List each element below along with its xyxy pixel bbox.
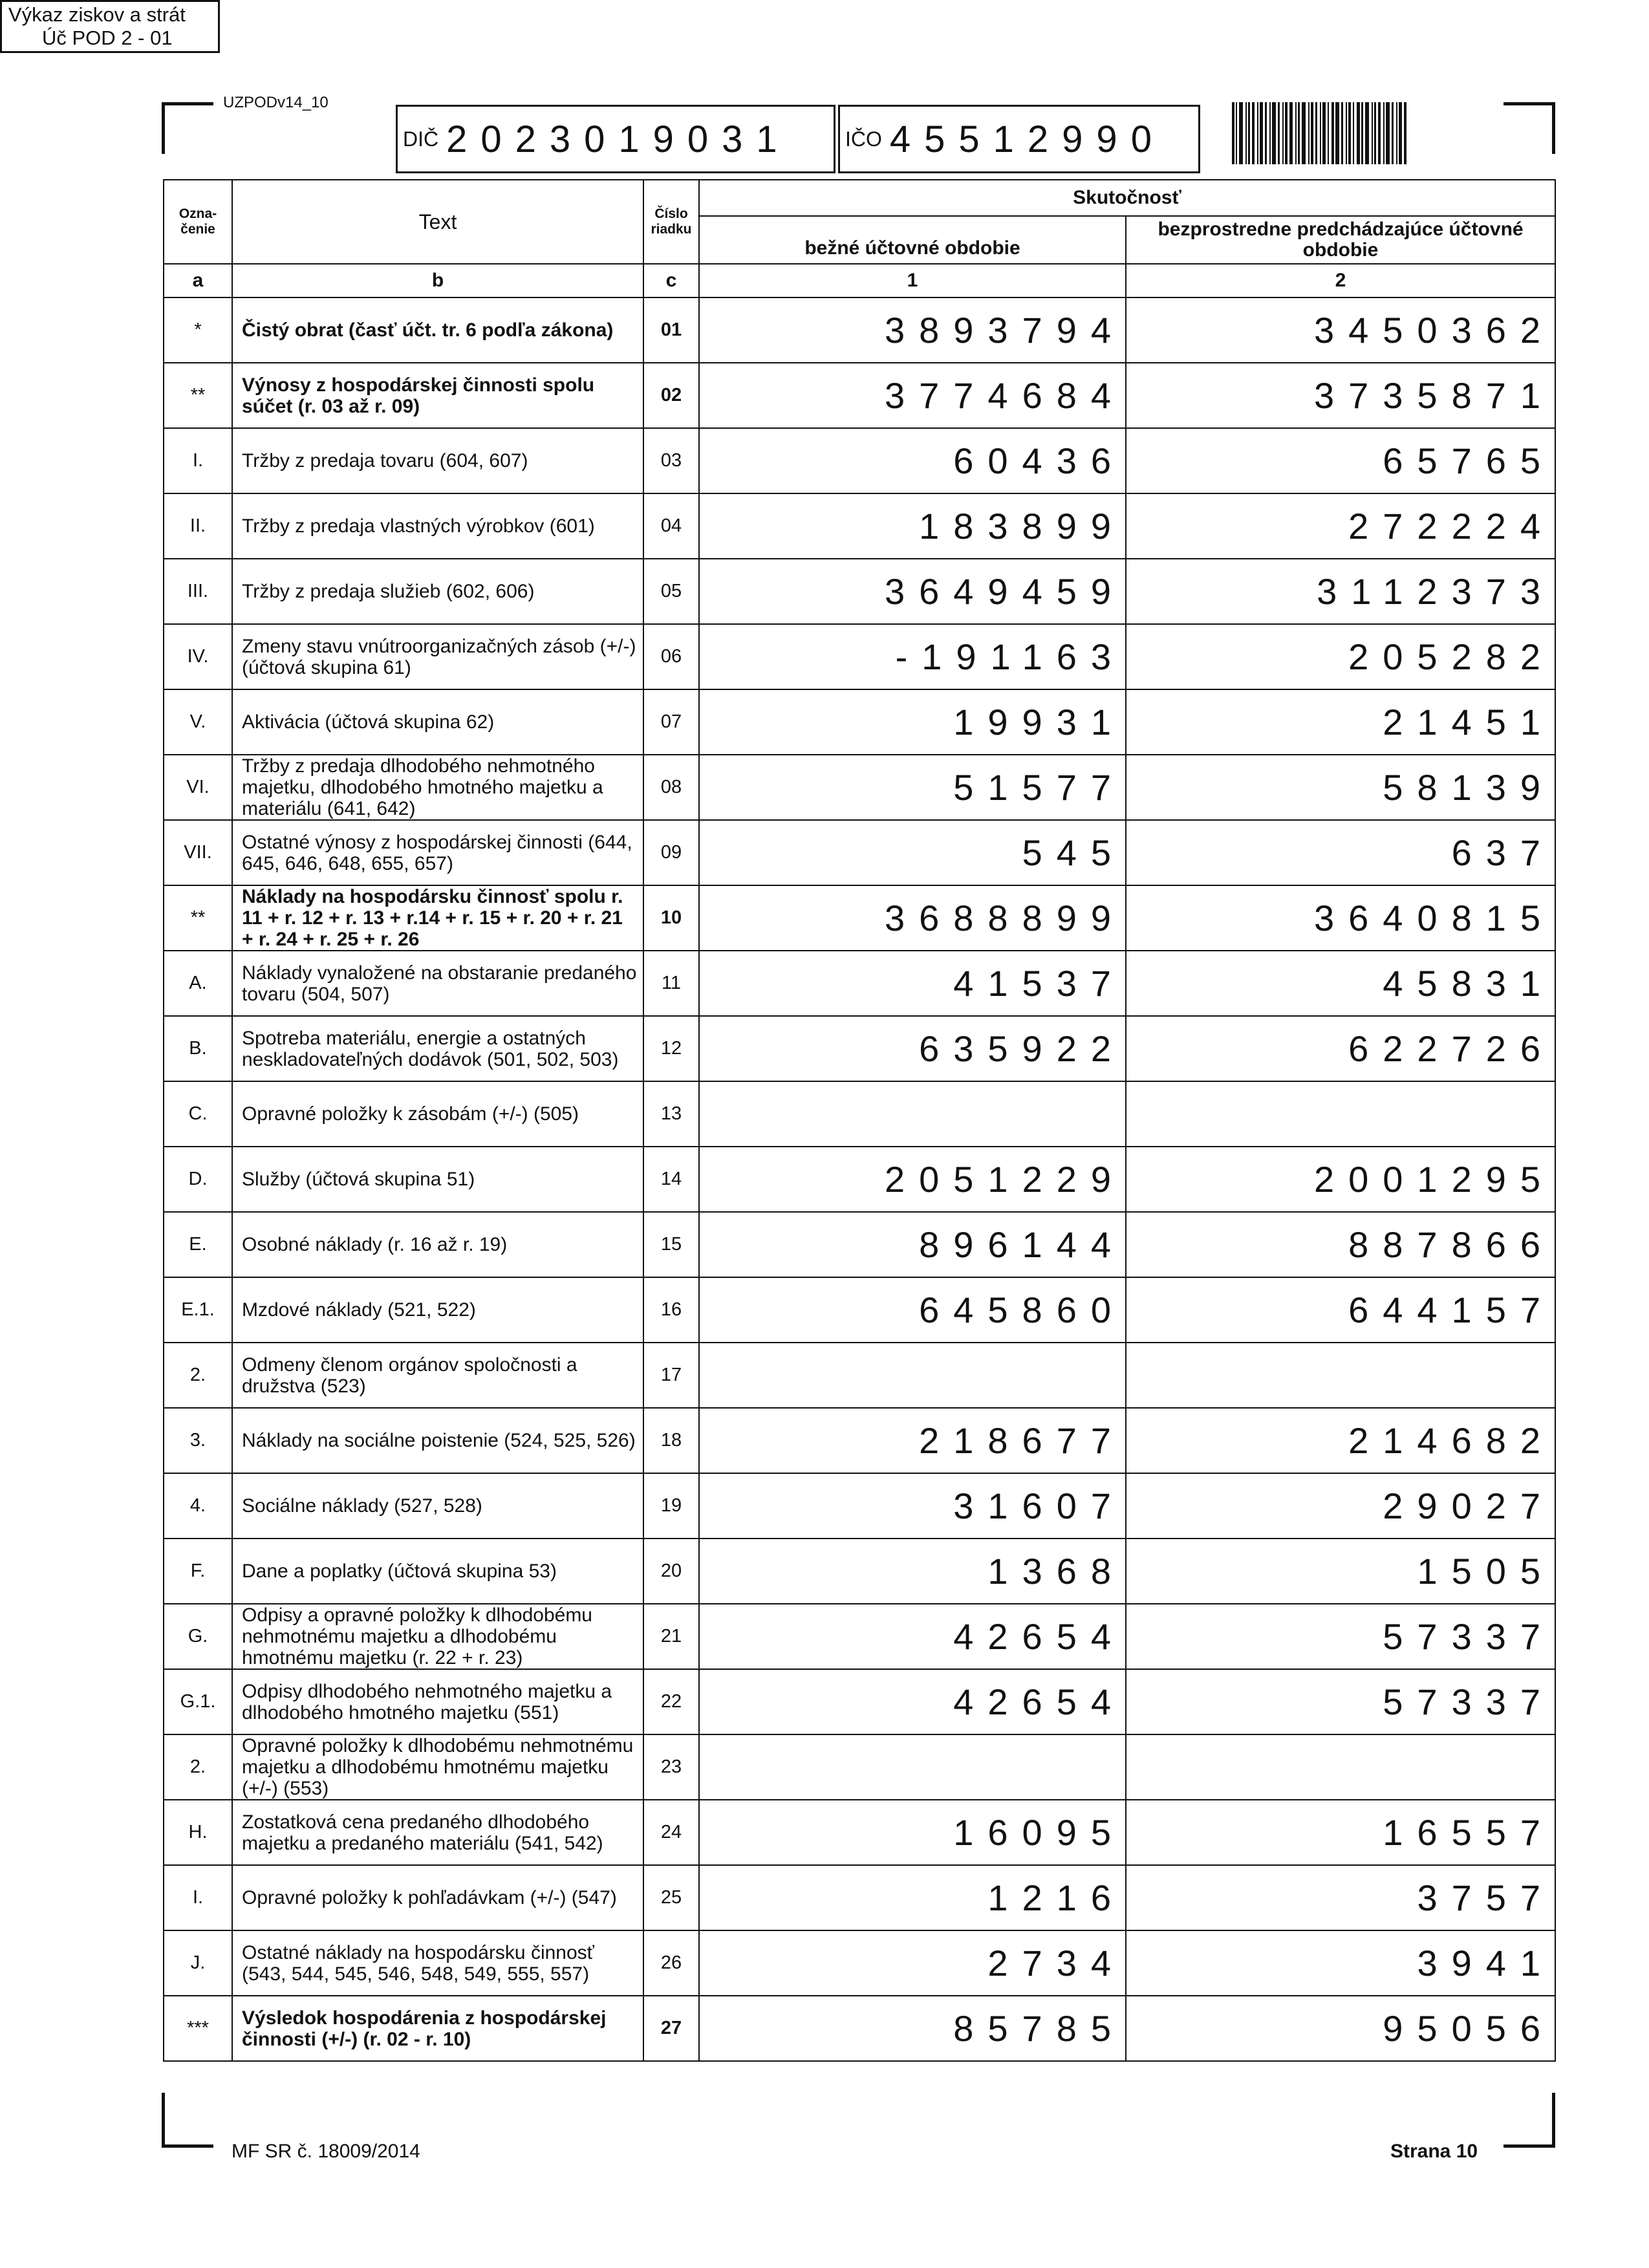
row-number: 02 xyxy=(643,363,699,428)
row-value-current: 3649459 xyxy=(699,559,1126,624)
table-row xyxy=(164,297,1555,363)
row-number: 12 xyxy=(643,1016,699,1081)
row-mark: III. xyxy=(164,559,232,624)
col-sub-b: b xyxy=(232,264,643,297)
table-row xyxy=(164,559,1555,624)
row-value-current: 218677 xyxy=(699,1408,1126,1473)
table-row xyxy=(164,493,1555,559)
row-number: 27 xyxy=(643,1996,699,2061)
income-statement-table xyxy=(163,179,1556,2062)
row-value-current: 41537 xyxy=(699,951,1126,1016)
row-mark: E.1. xyxy=(164,1277,232,1343)
row-text: Odpisy dlhodobého nehmotného majetku a dlhodobého hmotného majetku (551) xyxy=(232,1669,643,1734)
row-mark: VII. xyxy=(164,820,232,885)
row-text: Osobné náklady (r. 16 až r. 19) xyxy=(232,1212,643,1277)
row-value-previous xyxy=(1126,1081,1555,1147)
dic-field xyxy=(396,105,835,173)
row-value-previous: 65765 xyxy=(1126,428,1555,493)
row-value-previous: 29027 xyxy=(1126,1473,1555,1539)
row-value-previous: 57337 xyxy=(1126,1669,1555,1734)
row-value-previous: 58139 xyxy=(1126,755,1555,820)
row-text: Zmeny stavu vnútroorganizačných zásob (+/-) (účtová skupina 61) xyxy=(232,624,643,689)
row-value-current xyxy=(699,1081,1126,1147)
ico-value: 45512990 xyxy=(889,118,1165,160)
table-row xyxy=(164,1800,1555,1865)
row-number: 26 xyxy=(643,1930,699,1996)
row-number: 13 xyxy=(643,1081,699,1147)
col-header-mark: Ozna- čenie xyxy=(164,180,232,264)
row-mark: D. xyxy=(164,1147,232,1212)
row-value-current: 60436 xyxy=(699,428,1126,493)
table-row xyxy=(164,885,1555,951)
col-sub-1: 1 xyxy=(699,264,1126,297)
table-row xyxy=(164,1016,1555,1081)
row-text: Odmeny členom orgánov spoločnosti a družstva (523) xyxy=(232,1343,643,1408)
row-mark: H. xyxy=(164,1800,232,1865)
table-row xyxy=(164,624,1555,689)
row-value-current: 3688899 xyxy=(699,885,1126,951)
row-text: Náklady vynaložené na obstaranie predaného tovaru (504, 507) xyxy=(232,951,643,1016)
col-header-current-period: bežné účtovné obdobie xyxy=(699,216,1126,264)
table-row xyxy=(164,1996,1555,2061)
row-mark: B. xyxy=(164,1016,232,1081)
row-text: Tržby z predaja služieb (602, 606) xyxy=(232,559,643,624)
row-value-current: 31607 xyxy=(699,1473,1126,1539)
row-mark: 2. xyxy=(164,1343,232,1408)
row-value-current: 2051229 xyxy=(699,1147,1126,1212)
corner-mark-top-right xyxy=(1552,102,1555,154)
row-mark: *** xyxy=(164,1996,232,2061)
row-text: Výsledok hospodárenia z hospodárskej činnosti (+/-) (r. 02 - r. 10) xyxy=(232,1996,643,2061)
row-number: 08 xyxy=(643,755,699,820)
row-text: Aktivácia (účtová skupina 62) xyxy=(232,689,643,755)
row-number: 10 xyxy=(643,885,699,951)
row-mark: E. xyxy=(164,1212,232,1277)
row-value-previous: 205282 xyxy=(1126,624,1555,689)
corner-mark-bottom-left xyxy=(162,2093,165,2148)
row-number: 05 xyxy=(643,559,699,624)
table-row xyxy=(164,1277,1555,1343)
row-number: 09 xyxy=(643,820,699,885)
table-row xyxy=(164,428,1555,493)
row-text: Sociálne náklady (527, 528) xyxy=(232,1473,643,1539)
barcode xyxy=(1232,102,1458,164)
row-value-previous: 3640815 xyxy=(1126,885,1555,951)
row-text: Odpisy a opravné položky k dlhodobému nehmotnému majetku a dlhodobému hmotnému majetku (r. 22 + r. 23) xyxy=(232,1604,643,1669)
row-text: Opravné položky k zásobám (+/-) (505) xyxy=(232,1081,643,1147)
row-text: Náklady na hospodársku činnosť spolu r. 11 + r. 12 + r. 13 + r.14 + r. 15 + r. 20 + r. 21 + r. 24 + r. 25 + r. 26 xyxy=(232,885,643,951)
row-number: 17 xyxy=(643,1343,699,1408)
row-value-previous: 214682 xyxy=(1126,1408,1555,1473)
row-mark: I. xyxy=(164,1865,232,1930)
table-row xyxy=(164,1930,1555,1996)
table-row xyxy=(164,1539,1555,1604)
row-mark: C. xyxy=(164,1081,232,1147)
row-value-current: -191163 xyxy=(699,624,1126,689)
col-sub-2: 2 xyxy=(1126,264,1555,297)
row-value-previous: 3450362 xyxy=(1126,297,1555,363)
row-value-current: 3774684 xyxy=(699,363,1126,428)
corner-mark-bottom-left xyxy=(162,2144,213,2148)
corner-mark-top-left xyxy=(162,102,165,154)
row-value-previous: 21451 xyxy=(1126,689,1555,755)
row-mark: VI. xyxy=(164,755,232,820)
row-value-previous xyxy=(1126,1343,1555,1408)
row-number: 07 xyxy=(643,689,699,755)
col-header-row-number: Číslo riadku xyxy=(643,180,699,264)
row-mark: I. xyxy=(164,428,232,493)
row-text: Ostatné výnosy z hospodárskej činnosti (644, 645, 646, 648, 655, 657) xyxy=(232,820,643,885)
table-row xyxy=(164,1734,1555,1800)
row-value-current: 42654 xyxy=(699,1669,1126,1734)
row-number: 01 xyxy=(643,297,699,363)
row-number: 19 xyxy=(643,1473,699,1539)
table-row xyxy=(164,1212,1555,1277)
form-title-line2: Úč POD 2 - 01 xyxy=(42,27,173,49)
ico-field xyxy=(838,105,1200,173)
row-value-previous: 887866 xyxy=(1126,1212,1555,1277)
table-row xyxy=(164,363,1555,428)
row-text: Služby (účtová skupina 51) xyxy=(232,1147,643,1212)
row-value-current: 42654 xyxy=(699,1604,1126,1669)
row-number: 25 xyxy=(643,1865,699,1930)
row-value-previous: 637 xyxy=(1126,820,1555,885)
row-value-current: 85785 xyxy=(699,1996,1126,2061)
table-row xyxy=(164,1081,1555,1147)
col-header-text: Text xyxy=(232,180,643,264)
row-number: 15 xyxy=(643,1212,699,1277)
row-text: Mzdové náklady (521, 522) xyxy=(232,1277,643,1343)
row-text: Výnosy z hospodárskej činnosti spolu súčet (r. 03 až r. 09) xyxy=(232,363,643,428)
row-value-previous: 3757 xyxy=(1126,1865,1555,1930)
row-number: 23 xyxy=(643,1734,699,1800)
row-value-previous xyxy=(1126,1734,1555,1800)
row-mark: ** xyxy=(164,363,232,428)
row-number: 06 xyxy=(643,624,699,689)
row-value-previous: 3112373 xyxy=(1126,559,1555,624)
row-text: Dane a poplatky (účtová skupina 53) xyxy=(232,1539,643,1604)
row-value-current: 3893794 xyxy=(699,297,1126,363)
row-value-current: 645860 xyxy=(699,1277,1126,1343)
row-value-previous: 95056 xyxy=(1126,1996,1555,2061)
dic-value: 2023019031 xyxy=(446,118,791,160)
row-value-previous: 16557 xyxy=(1126,1800,1555,1865)
row-number: 21 xyxy=(643,1604,699,1669)
row-mark: G.1. xyxy=(164,1669,232,1734)
row-mark: IV. xyxy=(164,624,232,689)
row-number: 04 xyxy=(643,493,699,559)
row-text: Opravné položky k dlhodobému nehmotnému majetku a dlhodobému hmotnému majetku (+/-) (553) xyxy=(232,1734,643,1800)
row-value-current: 635922 xyxy=(699,1016,1126,1081)
table-row xyxy=(164,1865,1555,1930)
row-mark: * xyxy=(164,297,232,363)
row-number: 22 xyxy=(643,1669,699,1734)
row-mark: II. xyxy=(164,493,232,559)
row-mark: 4. xyxy=(164,1473,232,1539)
row-number: 20 xyxy=(643,1539,699,1604)
row-number: 03 xyxy=(643,428,699,493)
row-value-current: 1216 xyxy=(699,1865,1126,1930)
row-text: Čistý obrat (časť účt. tr. 6 podľa zákona) xyxy=(232,297,643,363)
row-number: 24 xyxy=(643,1800,699,1865)
row-value-current: 19931 xyxy=(699,689,1126,755)
row-text: Ostatné náklady na hospodársku činnosť (543, 544, 545, 546, 548, 549, 555, 557) xyxy=(232,1930,643,1996)
row-value-previous: 45831 xyxy=(1126,951,1555,1016)
row-text: Opravné položky k pohľadávkam (+/-) (547) xyxy=(232,1865,643,1930)
form-title xyxy=(0,0,220,53)
row-number: 11 xyxy=(643,951,699,1016)
row-mark: J. xyxy=(164,1930,232,1996)
ico-label: IČO xyxy=(845,127,882,151)
row-value-previous: 3735871 xyxy=(1126,363,1555,428)
row-mark: V. xyxy=(164,689,232,755)
table-row xyxy=(164,1408,1555,1473)
row-value-current: 183899 xyxy=(699,493,1126,559)
row-value-current: 896144 xyxy=(699,1212,1126,1277)
row-value-previous: 272224 xyxy=(1126,493,1555,559)
corner-mark-bottom-right xyxy=(1503,2144,1555,2148)
row-mark: ** xyxy=(164,885,232,951)
row-value-previous: 622726 xyxy=(1126,1016,1555,1081)
row-number: 14 xyxy=(643,1147,699,1212)
form-title-line1: Výkaz ziskov a strát xyxy=(8,3,186,26)
row-value-previous: 3941 xyxy=(1126,1930,1555,1996)
row-mark: 2. xyxy=(164,1734,232,1800)
row-number: 18 xyxy=(643,1408,699,1473)
row-value-current: 545 xyxy=(699,820,1126,885)
row-value-current: 2734 xyxy=(699,1930,1126,1996)
form-code: UZPODv14_10 xyxy=(223,94,329,111)
row-text: Tržby z predaja dlhodobého nehmotného majetku, dlhodobého hmotného majetku a materiálu (641, 642) xyxy=(232,755,643,820)
row-text: Tržby z predaja vlastných výrobkov (601) xyxy=(232,493,643,559)
row-value-current xyxy=(699,1734,1126,1800)
corner-mark-bottom-right xyxy=(1552,2093,1555,2148)
row-text: Zostatková cena predaného dlhodobého majetku a predaného materiálu (541, 542) xyxy=(232,1800,643,1865)
table-row xyxy=(164,951,1555,1016)
row-value-current xyxy=(699,1343,1126,1408)
table-row xyxy=(164,1669,1555,1734)
row-text: Náklady na sociálne poistenie (524, 525, 526) xyxy=(232,1408,643,1473)
table-row xyxy=(164,1604,1555,1669)
row-number: 16 xyxy=(643,1277,699,1343)
row-value-previous: 57337 xyxy=(1126,1604,1555,1669)
table-row xyxy=(164,755,1555,820)
row-text: Spotreba materiálu, energie a ostatných neskladovateľných dodávok (501, 502, 503) xyxy=(232,1016,643,1081)
table-row xyxy=(164,1147,1555,1212)
row-value-current: 51577 xyxy=(699,755,1126,820)
row-mark: G. xyxy=(164,1604,232,1669)
table-row xyxy=(164,820,1555,885)
row-mark: A. xyxy=(164,951,232,1016)
row-value-current: 16095 xyxy=(699,1800,1126,1865)
row-text: Tržby z predaja tovaru (604, 607) xyxy=(232,428,643,493)
table-row xyxy=(164,689,1555,755)
col-header-previous-period: bezprostredne predchádzajúce účtovné obdobie xyxy=(1126,216,1555,264)
ministry-reference: MF SR č. 18009/2014 xyxy=(232,2141,420,2162)
row-value-previous: 644157 xyxy=(1126,1277,1555,1343)
row-mark: 3. xyxy=(164,1408,232,1473)
corner-mark-top-left xyxy=(162,102,213,105)
col-sub-c: c xyxy=(643,264,699,297)
row-mark: F. xyxy=(164,1539,232,1604)
table-row xyxy=(164,1343,1555,1408)
corner-mark-top-right xyxy=(1503,102,1555,105)
dic-label: DIČ xyxy=(403,127,439,151)
table-row xyxy=(164,1473,1555,1539)
page-number: Strana 10 xyxy=(1390,2141,1478,2162)
row-value-previous: 2001295 xyxy=(1126,1147,1555,1212)
col-header-group: Skutočnosť xyxy=(699,180,1555,216)
row-value-current: 1368 xyxy=(699,1539,1126,1604)
row-value-previous: 1505 xyxy=(1126,1539,1555,1604)
col-sub-a: a xyxy=(164,264,232,297)
